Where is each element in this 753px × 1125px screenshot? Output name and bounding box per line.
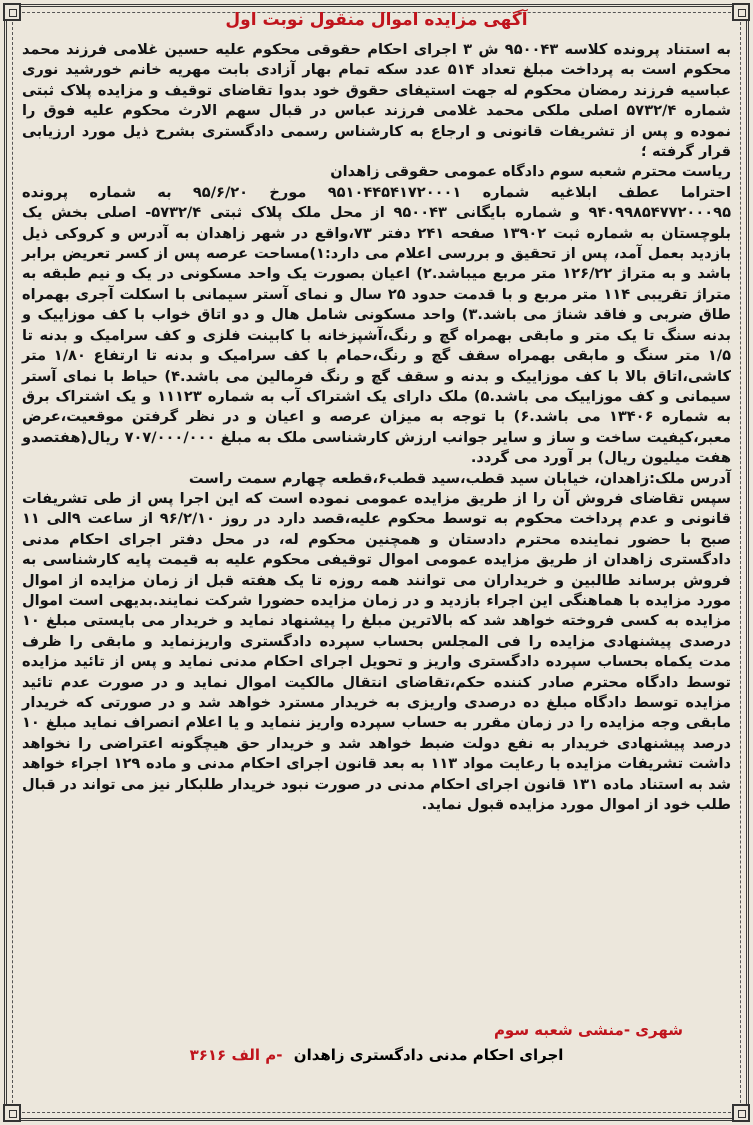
notice-body <box>22 40 731 815</box>
property-address: آدرس ملک:زاهدان، خیابان سید قطب،سید قطب۶،قطعه چهارم سمت راست <box>188 469 731 487</box>
court-addressee: ریاست محترم شعبه سوم دادگاه عمومی حقوقی زاهدان <box>330 163 731 181</box>
office-name: اجرای احکام مدنی دادگستری زاهدان <box>293 1046 564 1064</box>
notice-title: آگهی مزایده اموال منقول نوبت اول <box>225 10 528 30</box>
clerk-signature: شهری -منشی شعبه سوم <box>493 1021 683 1039</box>
corner-ornament <box>3 1104 21 1122</box>
corner-ornament <box>732 1104 750 1122</box>
office-signature <box>0 1046 753 1064</box>
intro-paragraph: به استناد پرونده کلاسه ۹۵۰۰۴۳ ش ۳ اجرای احکام حقوقی محکوم علیه حسین غلامی فرزند محمد محکوم است به پرداخت مبلغ تعداد ۵۱۴ عدد سکه تمام بهار آزادی بابت مهریه خانم خورشید نوری عباسیه فرزند رمضان محکوم له جهت استیفای حقوق خود بدوا تقاضای توقیف و مزایده پلاک ثبتی شماره ۵۷۳۲/۴ اصلی ملکی محمد غلامی فرزند عباس در قبال سهم الارث محکوم علیه فوق را نموده و پس از تشریفات قانونی و ارجاع به کارشناس رسمی دادگستری بشرح ذیل مورد ارزیابی قرار گرفته ؛ <box>22 41 731 161</box>
expert-report-paragraph: احتراما عطف ابلاغیه شماره ۹۵۱۰۴۴۵۴۱۷۲۰۰۰۱ مورخ ۹۵/۶/۲۰ به شماره پرونده ۹۴۰۹۹۸۵۴۷۷۲۰۰۰۹۵ و شماره بایگانی ۹۵۰۰۴۳ از محل ملک پلاک ثبتی ۵۷۳۲/۴- اصلی بخش یک بلوچستان به شماره ثبت ۱۳۹۰۲ صفحه ۲۴۱ دفتر ۷۳،واقع در شهر زاهدان به آدرس و کروکی ذیل بازدید بعمل آمد، پس از تحقیق و بررسی اعلام می دارد:۱)مساحت عرصه پس از کسر تعریض برابر باشد و به متراژ ۱۲۶/۲۲ متر مربع میباشد.۲) اعیان بصورت یک واحد مسکونی در یک و نیم طبقه به متراژ تقریبی ۱۱۴ متر مربع و با قدمت حدود ۲۵ سال و نمای آستر سیمانی با اسکلت آجری بهمراه طاق ضربی و فاقد شناژ می باشد.۳) واحد مسکونی شامل هال و دو اتاق خواب با کف موزاییک و بدنه سنگ تا یک متر و مابقی بهمراه گچ و رنگ،آشپزخانه با کابینت فلزی و کف سرامیک و بدنه تا ۱/۵ متر سنگ و مابقی بهمراه سقف گچ و رنگ،حمام با کف سرامیک و بدنه تا ارتفاع ۱/۸۰ متر کاشی،اتاق بالا با کف موزاییک و بدنه و سقف گچ و رنگ فرمالین می باشد.۴) حیاط با نمای آستر سیمانی و کف موزاییک می باشد.۵) ملک دارای یک اشتراک آب به شماره ۱۱۱۲۳ و یک اشتراک برق به شماره ۱۳۴۰۶ می باشد.۶) با توجه به میزان عرصه و اعیان و در نظر گرفتن موقعیت،عرض معبر،کیفیت ساخت و ساز و سایر جوانب ارزش کارشناسی ملک به مبلغ ۷۰۷/۰۰۰/۰۰۰ ریال(هفتصدو هفت میلیون ریال) بر آورد می گردد. <box>22 183 732 467</box>
auction-terms-paragraph: سپس تقاضای فروش آن را از طریق مزایده عمومی نموده است که این اجرا پس از طی تشریفات قانونی و عدم پرداخت محکوم به توسط محکوم علیه،قصد دارد در روز ۹۶/۲/۱۰ از ساعت ۹الی ۱۱ صبح با حضور نماینده محترم دادستان و همچنین محکوم له، در محل دفتر اجرای احکام مدنی دادگستری زاهدان از طریق مزایده عمومی اموال توقیفی محکوم علیه به قیمت پایه کارشناسی به فروش برساند طالبین و خریداران می توانند همه روزه تا یک هفته قبل از زمان مزایده از اموال مورد مزایده با هماهنگی این اجراء بازدید و در زمان مزایده حضورا شرکت نمایند.بدیهی است اموال مزایده به کسی فروخته خواهد شد که بالاترین مبلغ را پیشنهاد نماید و خریدار می بایستی مبلغ ۱۰ درصدی پیشنهادی مزایده را فی المجلس بحساب سپرده دادگستری واریزنماید و مابقی را ظرف مدت یکماه بحساب سپرده دادگستری واریز و تحویل اجرای احکام مدنی نماید و پس از تائید مزایده توسط دادگاه محترم صادر کننده حکم،تقاضای انتقال مالکیت اموال نماید و در صورت عدم تائید مزایده توسط دادگاه مبلغ ده درصدی واریزی به خریدار مسترد خواهد شد و در صورتی که خریدار مابقی وجه مزایده را در زمان مقرر به حساب سپرده واریز ننماید و یا اعلام انصراف نماید مبلغ ۱۰ درصد پیشنهادی خریدار به نفع دولت ضبط خواهد شد و خریدار حق هیچگونه اعتراضی را نخواهد داشت تشریفات مزایده با رعایت مواد ۱۱۳ به بعد قانون اجرای احکام مدنی و ماده ۱۲۹ اجراء خواهد شد به استناد ماده ۱۳۱ قانون اجرای احکام مدنی در صورت نبود خریدار طلبکار نیز می تواند در قبال طلب خود از اموال مورد مزایده قبول نماید. <box>22 489 732 814</box>
notice-code: -م الف ۳۶۱۶ <box>189 1046 283 1064</box>
